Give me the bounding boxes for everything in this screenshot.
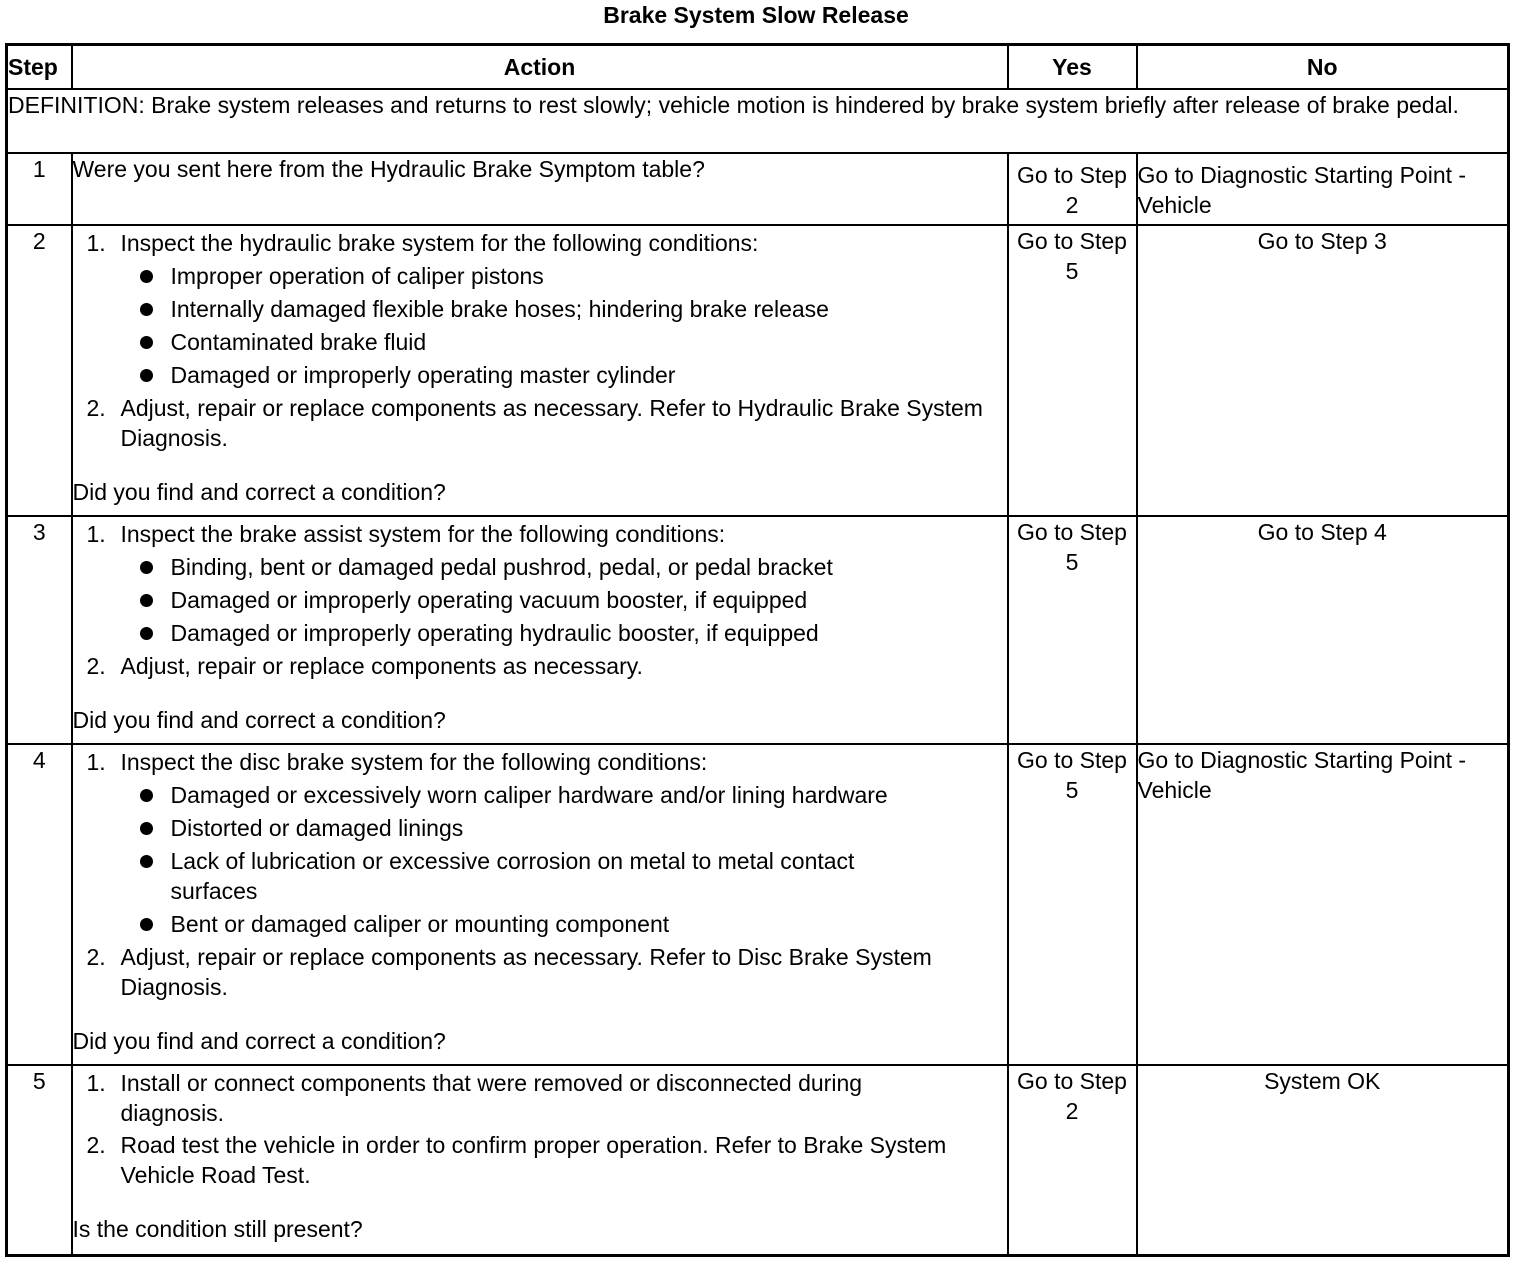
bullet-icon [140,789,153,802]
step-number: 2 [7,225,72,516]
header-row [7,45,1509,90]
step-number: 1 [7,153,72,225]
bullet-icon [140,369,153,382]
condition-text: Damaged or improperly operating vacuum booster, if equipped [170,587,808,613]
diagnostic-table [5,43,1510,1257]
list-item [73,942,1007,1002]
procedure-list [73,228,1007,453]
list-item [121,261,1007,291]
list-item [121,552,1007,582]
condition-text: Damaged or improperly operating hydraulic booster, if equipped [170,620,819,646]
question-text: Is the condition still present? [72,1216,363,1242]
step-number: 5 [7,1065,72,1255]
yes-result: Go to Step 5 [1008,744,1137,1065]
condition-list [121,261,1007,390]
step-number: 4 [7,744,72,1065]
question-text: Did you find and correct a condition? [72,1028,446,1054]
no-result: Go to Step 3 [1137,225,1509,516]
definition-row [7,89,1509,153]
header-step: Step [7,45,72,90]
yes-result: Go to Step 5 [1008,516,1137,744]
item-number: 2. [86,395,106,421]
item-number: 1. [86,749,106,775]
bullet-icon [140,822,153,835]
list-item [121,360,1007,390]
list-item [73,1068,1007,1128]
question-text: Were you sent here from the Hydraulic Brake Symptom table? [72,156,705,182]
step-number: 3 [7,516,72,744]
item-number: 1. [86,521,106,547]
item-text: Adjust, repair or replace components as necessary. Refer to Hydraulic Brake System Diagnosis. [120,395,983,451]
item-text: Inspect the disc brake system for the following conditions: [120,749,708,775]
question-text: Did you find and correct a condition? [72,707,446,733]
table-row [7,225,1509,516]
list-item [73,519,1007,648]
condition-text: Distorted or damaged linings [170,815,464,841]
condition-list [121,780,1007,939]
action-cell [72,744,1008,1065]
condition-text: Bent or damaged caliper or mounting component [170,911,670,937]
item-text: Inspect the hydraulic brake system for the following conditions: [120,230,759,256]
list-item [121,294,1007,324]
item-text: Road test the vehicle in order to confirm proper operation. Refer to Brake System Vehicle Road Test. [120,1132,947,1188]
bullet-icon [140,270,153,283]
yes-result: Go to Step 2 [1008,1065,1137,1255]
list-item [121,618,1007,648]
list-item [121,813,1007,843]
condition-text: Internally damaged flexible brake hoses; hindering brake release [170,296,829,322]
bullet-icon [140,627,153,640]
no-result: System OK [1137,1065,1509,1255]
action-cell [72,153,1008,225]
item-text: Install or connect components that were removed or disconnected during diagnosis. [120,1070,863,1126]
header-no: No [1137,45,1509,90]
definition-text: DEFINITION: Brake system releases and returns to rest slowly; vehicle motion is hindered by brake system briefly after release of brake pedal. [7,89,1509,153]
condition-text: Contaminated brake fluid [170,329,427,355]
bullet-icon [140,918,153,931]
header-action: Action [72,45,1008,90]
procedure-list [73,747,1007,1002]
condition-text: Damaged or excessively worn caliper hardware and/or lining hardware [170,782,888,808]
list-item [73,1130,1007,1190]
item-number: 2. [86,653,106,679]
action-cell [72,225,1008,516]
list-item [73,393,1007,453]
procedure-list [73,519,1007,681]
item-number: 1. [86,230,106,256]
condition-text: Damaged or improperly operating master cylinder [170,362,676,388]
bullet-icon [140,561,153,574]
question-text: Did you find and correct a condition? [72,479,446,505]
list-item [121,780,1007,810]
yes-result: Go to Step 2 [1008,153,1137,225]
condition-text: Improper operation of caliper pistons [170,263,544,289]
list-item [73,651,1007,681]
item-number: 2. [86,1132,106,1158]
table-row [7,516,1509,744]
no-result: Go to Diagnostic Starting Point - Vehicle [1137,744,1509,1065]
list-item [121,327,1007,357]
item-text: Adjust, repair or replace components as necessary. [120,653,643,679]
bullet-icon [140,855,153,868]
table-row [7,153,1509,225]
table-row [7,744,1509,1065]
list-item [121,846,1007,906]
list-item [121,585,1007,615]
bullet-icon [140,594,153,607]
list-item [121,909,1007,939]
item-number: 2. [86,944,106,970]
action-cell [72,516,1008,744]
condition-text: Lack of lubrication or excessive corrosion on metal to metal contact surfaces [170,848,855,904]
bullet-icon [140,303,153,316]
no-result: Go to Diagnostic Starting Point - Vehicle [1137,153,1509,225]
condition-text: Binding, bent or damaged pedal pushrod, pedal, or pedal bracket [170,554,833,580]
table-row [7,1065,1509,1255]
yes-result: Go to Step 5 [1008,225,1137,516]
list-item [73,747,1007,939]
item-text: Adjust, repair or replace components as necessary. Refer to Disc Brake System Diagnosis. [120,944,932,1000]
condition-list [121,552,1007,648]
item-text: Inspect the brake assist system for the following conditions: [120,521,726,547]
document-title: Brake System Slow Release [603,2,909,28]
list-item [73,228,1007,390]
action-cell [72,1065,1008,1255]
procedure-list [73,1068,1007,1190]
header-yes: Yes [1008,45,1137,90]
bullet-icon [140,336,153,349]
no-result: Go to Step 4 [1137,516,1509,744]
item-number: 1. [86,1070,106,1096]
